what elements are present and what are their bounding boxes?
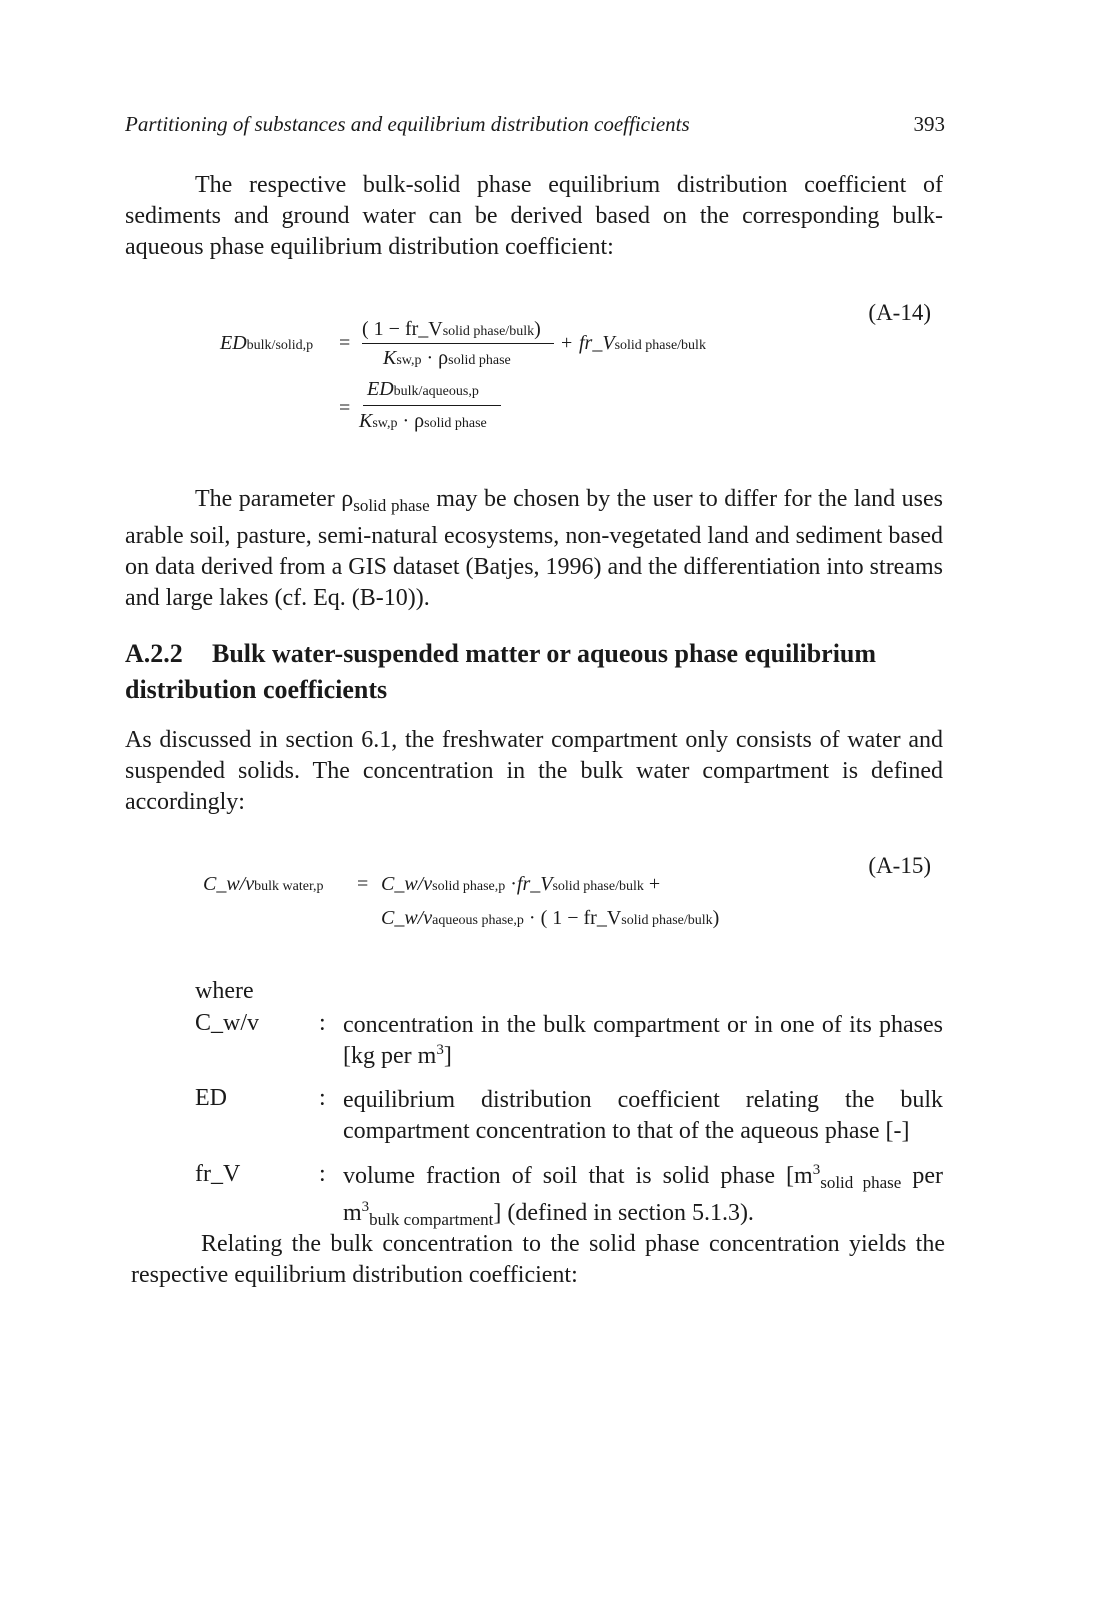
section-paragraph: As discussed in section 6.1, the freshwater compartment only consists of water and suspended solids. The concentration in the bulk water compartment is defined accordingly: [125,727,943,815]
definition-text-frv: volume fraction of soil that is solid phase [$m^3_{solid phase}$ per $m^3_{bulk compartment}$] (defined in section 5.1.3). [343,1162,943,1229]
eq-a14-equals-2: = [339,397,351,419]
closing-paragraph: Relating the bulk concentration to the solid phase concentration yields the respective equilibrium distribution coefficient: [131,1231,945,1288]
eq-a14-lhs: EDbulk/solid,p [220,332,314,354]
section-number: A.2.2 [125,639,183,668]
eq-a14-term-2: fr_Vsolid phase/bulk [579,332,706,354]
parameter-paragraph: The parameter $\rho_{solid phase}$ may be chosen by the user to differ for the land uses arable soil, pasture, semi-natural ecosystems, non-vegetated land and sediment based on data derived from a GIS dataset (Batjes, 1996) and the differentiation into streams and large lakes (cf. Eq. (B-10)). [125,486,943,611]
eq-a15-term-1: C_w/vsolid phase,p ·fr_Vsolid phase/bulk + [381,873,661,895]
eq-a15-term-2: C_w/vaqueous phase,p · ( 1 − fr_Vsolid phase/bulk) [381,907,720,929]
intro-paragraph: The respective bulk-solid phase equilibrium distribution coefficient of sediments and ground water can be derived based on the corresponding bulk-aqueous phase equilibrium distribution coefficient: [125,172,943,260]
eq-a14-equals-1: = [339,332,351,354]
definition-text-ed: equilibrium distribution coefficient relating the bulk compartment concentration to that of the aqueous phase [-] [343,1087,943,1144]
section-heading [125,636,945,708]
eq-a15-lhs: C_w/vbulk water,p [203,873,324,895]
where-label: where [195,978,254,1004]
equation-a15 [125,845,945,940]
eq-a14-fraction-bar-1 [362,343,554,344]
definition-term-cwv: C_w/v [195,1010,260,1036]
eq-a14-denominator-2: Ksw,p · ρsolid phase [359,410,487,432]
eq-a15-equals: = [357,873,369,895]
eq-a14-numerator-2: EDbulk/aqueous,p [367,378,479,400]
page-number: 393 [913,112,945,136]
running-title: Partitioning of substances and equilibrium distribution coefficients [125,112,690,136]
definition-colon: : [319,1161,326,1187]
eq-a14-denominator-1: Ksw,p · ρsolid phase [383,347,511,369]
eq-a14-plus: + [561,332,573,354]
definition-colon: : [319,1010,326,1036]
eq-a14-fraction-bar-2 [363,405,501,406]
running-header [125,112,945,142]
eq-a14-numerator-1: ( 1 − fr_Vsolid phase/bulk) [362,318,541,340]
definition-term-ed: ED [195,1085,227,1111]
definition-term-frv: fr_V [195,1161,241,1187]
equation-a14 [125,290,945,450]
equation-number-a14: (A-14) [868,300,931,325]
definition-colon: : [319,1085,326,1111]
section-title: Bulk water-suspended matter or aqueous phase equilibrium distribution coefficients [125,639,877,704]
definition-text-cwv: concentration in the bulk compartment or in one of its phases [kg per $m^3$] [343,1012,943,1069]
equation-number-a15: (A-15) [868,853,931,878]
